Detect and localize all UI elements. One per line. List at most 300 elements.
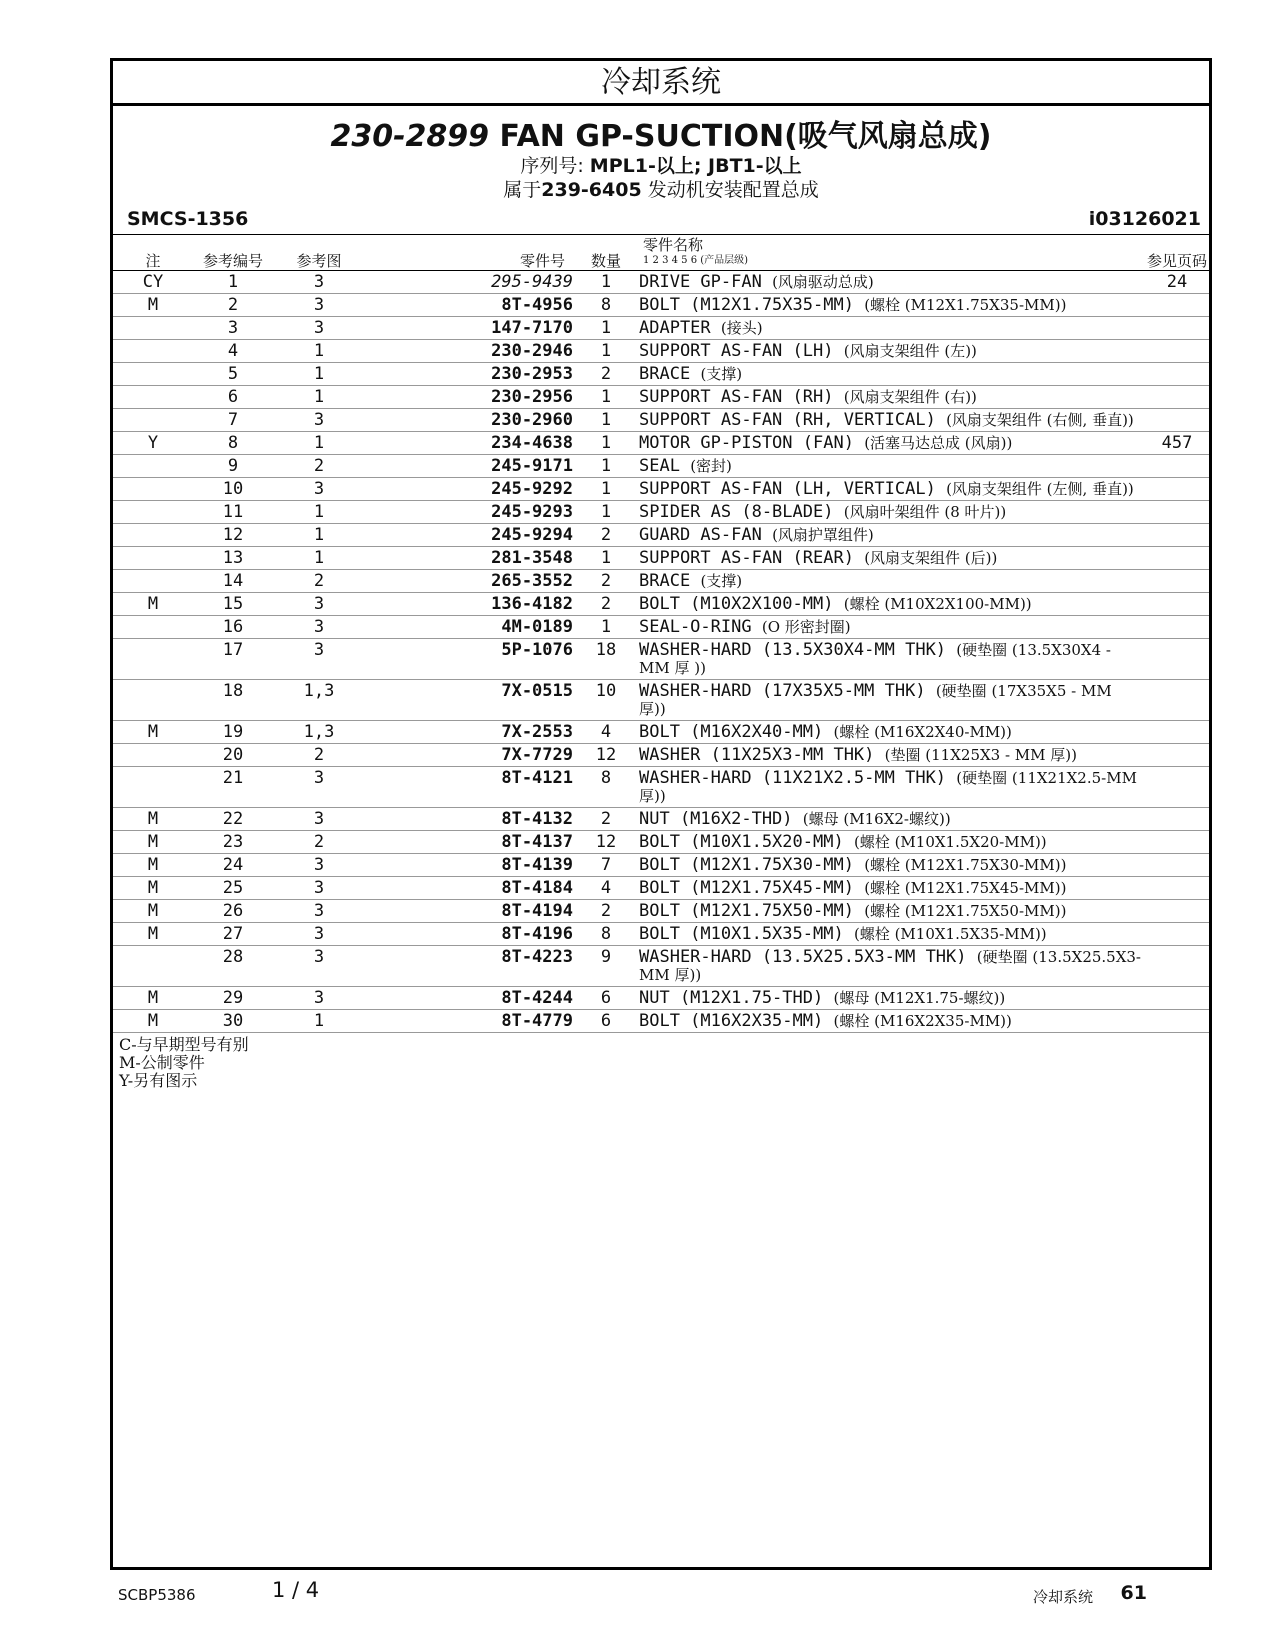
table-row (113, 831, 1209, 854)
part-name-en: BOLT (M12X1.75X35-MM) (639, 295, 854, 315)
part-name-cn: (螺栓 (M10X1.5X35-MM)) (853, 925, 1047, 943)
part-name-en: GUARD AS-FAN (639, 525, 762, 545)
part-number-cell: 245-9293 (365, 501, 575, 524)
fig-cell: 3 (273, 987, 365, 1010)
qty-cell: 1 (575, 478, 637, 501)
part-number-cell: 8T-4196 (365, 923, 575, 946)
fig-cell: 3 (273, 808, 365, 831)
part-name-en: BRACE (639, 364, 691, 384)
part-name-cell (637, 455, 1145, 478)
note-cell (113, 680, 193, 721)
part-name-cn: (硬垫圈 (11X21X2.5-MM 厚)) (639, 769, 1137, 805)
ref-cell: 7 (193, 409, 273, 432)
note-cell (113, 524, 193, 547)
part-number-cell: 8T-4244 (365, 987, 575, 1010)
ref-cell: 17 (193, 639, 273, 680)
see-page-cell (1145, 501, 1209, 524)
part-name-cn: (风扇驱动总成) (772, 273, 874, 291)
assembly-cn-name: (吸气风扇总成) (784, 119, 992, 154)
see-page-cell (1145, 1010, 1209, 1033)
see-page-cell: 457 (1145, 432, 1209, 455)
part-name-cell (637, 1010, 1145, 1033)
table-row (113, 877, 1209, 900)
note-cell (113, 409, 193, 432)
part-name-cell (637, 524, 1145, 547)
ref-cell: 14 (193, 570, 273, 593)
part-name-en: BOLT (M12X1.75X30-MM) (639, 855, 854, 875)
col-levels: 1 2 3 4 5 6 (产品层级) (643, 255, 749, 266)
part-name-cell (637, 271, 1145, 294)
note-cell: M (113, 294, 193, 317)
see-page-cell (1145, 386, 1209, 409)
section-title: 冷却系统 (113, 61, 1209, 106)
qty-cell: 2 (575, 593, 637, 616)
part-name-en: SUPPORT AS-FAN (LH, VERTICAL) (639, 479, 936, 499)
part-name-cn: (风扇支架组件 (右侧, 垂直)) (946, 411, 1134, 429)
note-cell (113, 744, 193, 767)
part-name-cell (637, 547, 1145, 570)
see-page-cell (1145, 744, 1209, 767)
ref-cell: 11 (193, 501, 273, 524)
ref-cell: 4 (193, 340, 273, 363)
part-name-cell (637, 570, 1145, 593)
fig-cell: 3 (273, 593, 365, 616)
ref-cell: 15 (193, 593, 273, 616)
illustration-id: i03126021 (1088, 208, 1201, 230)
table-row (113, 570, 1209, 593)
part-name-en: WASHER-HARD (13.5X30X4-MM THK) (639, 640, 947, 660)
meta-row (113, 208, 1209, 234)
part-name-cn: (支撑) (700, 365, 743, 383)
belongs-part-number: 239-6405 (541, 179, 642, 201)
part-name-en: NUT (M12X1.75-THD) (639, 988, 824, 1008)
see-page-cell (1145, 547, 1209, 570)
qty-cell: 8 (575, 923, 637, 946)
part-number-cell: 230-2953 (365, 363, 575, 386)
smcs-code: SMCS-1356 (127, 208, 249, 230)
fig-cell: 1 (273, 363, 365, 386)
qty-cell: 12 (575, 831, 637, 854)
belongs-line (113, 178, 1209, 202)
part-name-en: WASHER-HARD (13.5X25.5X3-MM THK) (639, 947, 967, 967)
note-cell (113, 767, 193, 808)
see-page-cell (1145, 616, 1209, 639)
parts-table (113, 234, 1209, 1033)
belongs-prefix: 属于 (503, 179, 542, 201)
note-cell: M (113, 721, 193, 744)
note-cell (113, 340, 193, 363)
part-name-cn: (螺栓 (M12X1.75X45-MM)) (864, 879, 1067, 897)
qty-cell: 1 (575, 455, 637, 478)
page-footer (0, 1578, 1275, 1610)
fig-cell: 1,3 (273, 721, 365, 744)
ref-cell: 6 (193, 386, 273, 409)
note-y: Y-另有图示 (119, 1071, 198, 1090)
part-name-cell (637, 900, 1145, 923)
part-name-cell (637, 317, 1145, 340)
part-name-en: SEAL-O-RING (639, 617, 752, 637)
part-name-en: SUPPORT AS-FAN (RH) (639, 387, 834, 407)
part-name-en: SUPPORT AS-FAN (LH) (639, 341, 834, 361)
table-row (113, 616, 1209, 639)
fig-cell: 3 (273, 639, 365, 680)
see-page-cell (1145, 680, 1209, 721)
qty-cell: 2 (575, 524, 637, 547)
part-number-cell: 8T-4184 (365, 877, 575, 900)
fig-cell: 1 (273, 340, 365, 363)
part-number-cell: 8T-4223 (365, 946, 575, 987)
part-number-cell: 234-4638 (365, 432, 575, 455)
part-number-cell: 147-7170 (365, 317, 575, 340)
part-number-cell: 7X-7729 (365, 744, 575, 767)
table-row (113, 547, 1209, 570)
part-name-cn: (硬垫圈 (13.5X25.5X3-MM 厚)) (639, 948, 1142, 984)
qty-cell: 8 (575, 294, 637, 317)
part-name-cn: (风扇护罩组件) (772, 526, 874, 544)
table-row (113, 767, 1209, 808)
see-page-cell (1145, 721, 1209, 744)
belongs-name: 发动机安装配置总成 (647, 179, 819, 201)
fig-cell: 3 (273, 616, 365, 639)
col-name-label: 零件名称 (643, 236, 704, 254)
note-cell (113, 616, 193, 639)
note-cell: Y (113, 432, 193, 455)
ref-cell: 5 (193, 363, 273, 386)
qty-cell: 7 (575, 854, 637, 877)
table-row (113, 1010, 1209, 1033)
fig-cell: 3 (273, 877, 365, 900)
note-cell: M (113, 593, 193, 616)
note-cell (113, 478, 193, 501)
part-name-en: SUPPORT AS-FAN (RH, VERTICAL) (639, 410, 936, 430)
fig-cell: 1 (273, 547, 365, 570)
note-cell: M (113, 923, 193, 946)
ref-cell: 29 (193, 987, 273, 1010)
fig-cell: 3 (273, 854, 365, 877)
part-name-cn: (螺栓 (M12X1.75X30-MM)) (864, 856, 1067, 874)
see-page-cell (1145, 409, 1209, 432)
qty-cell: 18 (575, 639, 637, 680)
ref-cell: 10 (193, 478, 273, 501)
table-row (113, 294, 1209, 317)
part-number-cell: 265-3552 (365, 570, 575, 593)
ref-cell: 24 (193, 854, 273, 877)
part-number-cell: 8T-4956 (365, 294, 575, 317)
part-number-cell: 4M-0189 (365, 616, 575, 639)
ref-cell: 12 (193, 524, 273, 547)
part-number-cell: 245-9171 (365, 455, 575, 478)
parts-table-header (113, 235, 1209, 271)
see-page-cell (1145, 593, 1209, 616)
fig-cell: 1 (273, 524, 365, 547)
part-number-cell: 8T-4139 (365, 854, 575, 877)
see-page-cell (1145, 639, 1209, 680)
ref-cell: 26 (193, 900, 273, 923)
footer-page-count: 1 / 4 (272, 1578, 320, 1602)
part-name-cn: (密封) (690, 457, 732, 475)
col-part-no: 零件号 (365, 235, 575, 271)
table-row (113, 271, 1209, 294)
see-page-cell (1145, 317, 1209, 340)
table-row (113, 340, 1209, 363)
part-name-cell (637, 340, 1145, 363)
part-name-cn: (风扇支架组件 (右)) (843, 388, 977, 406)
see-page-cell (1145, 987, 1209, 1010)
ref-cell: 9 (193, 455, 273, 478)
ref-cell: 27 (193, 923, 273, 946)
part-number-cell: 8T-4132 (365, 808, 575, 831)
qty-cell: 1 (575, 317, 637, 340)
see-page-cell (1145, 877, 1209, 900)
part-number-cell: 245-9294 (365, 524, 575, 547)
part-name-cell (637, 386, 1145, 409)
part-name-en: BOLT (M12X1.75X50-MM) (639, 901, 854, 921)
part-name-cn: (活塞马达总成 (风扇)) (864, 434, 1013, 452)
note-cell: M (113, 900, 193, 923)
qty-cell: 1 (575, 547, 637, 570)
fig-cell: 2 (273, 744, 365, 767)
table-row (113, 317, 1209, 340)
part-name-cn: (支撑) (700, 572, 743, 590)
fig-cell: 3 (273, 478, 365, 501)
table-row (113, 386, 1209, 409)
part-number-cell: 230-2960 (365, 409, 575, 432)
note-cell (113, 386, 193, 409)
see-page-cell (1145, 808, 1209, 831)
see-page-cell (1145, 570, 1209, 593)
ref-cell: 3 (193, 317, 273, 340)
qty-cell: 1 (575, 616, 637, 639)
part-name-cn: (风扇叶架组件 (8 叶片)) (843, 503, 1007, 521)
part-number-cell: 8T-4137 (365, 831, 575, 854)
part-name-cell (637, 363, 1145, 386)
table-row (113, 363, 1209, 386)
part-number-cell: 8T-4121 (365, 767, 575, 808)
table-row (113, 478, 1209, 501)
note-cell (113, 547, 193, 570)
qty-cell: 6 (575, 987, 637, 1010)
note-c: C-与早期型号有别 (119, 1035, 249, 1054)
note-cell: M (113, 831, 193, 854)
col-note: 注 (113, 235, 193, 271)
fig-cell: 3 (273, 409, 365, 432)
fig-cell: 1 (273, 1010, 365, 1033)
part-name-cell (637, 593, 1145, 616)
qty-cell: 12 (575, 744, 637, 767)
part-name-cn: (风扇支架组件 (左侧, 垂直)) (946, 480, 1134, 498)
table-row (113, 409, 1209, 432)
qty-cell: 2 (575, 900, 637, 923)
fig-cell: 1 (273, 386, 365, 409)
fig-cell: 1 (273, 501, 365, 524)
qty-cell: 1 (575, 409, 637, 432)
note-cell (113, 570, 193, 593)
part-name-cn: (风扇支架组件 (左)) (843, 342, 977, 360)
part-name-cell (637, 767, 1145, 808)
part-name-cn: (硬垫圈 (17X35X5 - MM 厚)) (639, 682, 1112, 718)
table-row (113, 900, 1209, 923)
part-name-cell (637, 877, 1145, 900)
table-row (113, 524, 1209, 547)
part-name-cn: (螺栓 (M16X2X35-MM)) (833, 1012, 1012, 1030)
ref-cell: 23 (193, 831, 273, 854)
part-number-cell: 281-3548 (365, 547, 575, 570)
part-name-cell (637, 409, 1145, 432)
fig-cell: 3 (273, 317, 365, 340)
part-name-cell (637, 923, 1145, 946)
part-number-cell: 7X-0515 (365, 680, 575, 721)
see-page-cell (1145, 478, 1209, 501)
fig-cell: 1 (273, 432, 365, 455)
qty-cell: 4 (575, 721, 637, 744)
table-row (113, 808, 1209, 831)
note-cell: M (113, 1010, 193, 1033)
part-name-en: BOLT (M16X2X40-MM) (639, 722, 824, 742)
see-page-cell (1145, 831, 1209, 854)
note-cell: M (113, 854, 193, 877)
part-number-cell: 5P-1076 (365, 639, 575, 680)
ref-cell: 20 (193, 744, 273, 767)
ref-cell: 16 (193, 616, 273, 639)
fig-cell: 3 (273, 271, 365, 294)
part-name-en: SEAL (639, 456, 680, 476)
part-number-cell: 245-9292 (365, 478, 575, 501)
part-number-cell: 7X-2553 (365, 721, 575, 744)
note-cell (113, 455, 193, 478)
part-name-cn: (O 形密封圈) (761, 618, 851, 636)
part-name-en: BOLT (M10X2X100-MM) (639, 594, 834, 614)
qty-cell: 1 (575, 501, 637, 524)
part-name-cn: (螺栓 (M10X2X100-MM)) (843, 595, 1032, 613)
part-number-cell: 230-2946 (365, 340, 575, 363)
part-name-cell (637, 744, 1145, 767)
qty-cell: 6 (575, 1010, 637, 1033)
part-number-cell: 8T-4779 (365, 1010, 575, 1033)
assembly-part-number: 230-2899 (330, 119, 490, 154)
table-row (113, 854, 1209, 877)
fig-cell: 2 (273, 455, 365, 478)
part-name-en: BOLT (M16X2X35-MM) (639, 1011, 824, 1031)
notes (113, 1033, 1209, 1093)
part-name-cell (637, 639, 1145, 680)
footer-page-number: 61 (1120, 1582, 1147, 1604)
part-name-cn: (垫圈 (11X25X3 - MM 厚)) (884, 746, 1077, 764)
footer-section: 冷却系统 (1032, 1588, 1093, 1606)
part-name-cell (637, 478, 1145, 501)
qty-cell: 2 (575, 570, 637, 593)
part-name-en: BOLT (M10X1.5X20-MM) (639, 832, 844, 852)
part-number-cell: 230-2956 (365, 386, 575, 409)
table-row (113, 593, 1209, 616)
serial-line (113, 154, 1209, 178)
fig-cell: 1,3 (273, 680, 365, 721)
fig-cell: 2 (273, 831, 365, 854)
ref-cell: 13 (193, 547, 273, 570)
see-page-cell (1145, 900, 1209, 923)
part-name-cell (637, 831, 1145, 854)
see-page-cell (1145, 767, 1209, 808)
see-page-cell (1145, 923, 1209, 946)
col-name (637, 235, 1145, 271)
part-name-cn: (硬垫圈 (13.5X30X4 - MM 厚 )) (639, 641, 1111, 677)
part-name-cn: (螺栓 (M12X1.75X50-MM)) (864, 902, 1067, 920)
assembly-title (113, 120, 1209, 154)
qty-cell: 4 (575, 877, 637, 900)
part-number-cell: 295-9439 (365, 271, 575, 294)
ref-cell: 1 (193, 271, 273, 294)
see-page-cell (1145, 340, 1209, 363)
qty-cell: 1 (575, 271, 637, 294)
part-name-en: ADAPTER (639, 318, 711, 338)
serial-value: MPL1-以上; JBT1-以上 (589, 155, 802, 177)
part-name-en: WASHER-HARD (11X21X2.5-MM THK) (639, 768, 947, 788)
page-frame (110, 58, 1212, 1570)
qty-cell: 2 (575, 363, 637, 386)
note-cell: M (113, 808, 193, 831)
part-name-en: NUT (M16X2-THD) (639, 809, 793, 829)
table-row (113, 455, 1209, 478)
table-row (113, 946, 1209, 987)
fig-cell: 3 (273, 923, 365, 946)
note-cell: M (113, 877, 193, 900)
see-page-cell (1145, 363, 1209, 386)
part-name-en: SPIDER AS (8-BLADE) (639, 502, 834, 522)
see-page-cell: 24 (1145, 271, 1209, 294)
qty-cell: 9 (575, 946, 637, 987)
note-cell: CY (113, 271, 193, 294)
qty-cell: 8 (575, 767, 637, 808)
part-name-cell (637, 987, 1145, 1010)
table-row (113, 639, 1209, 680)
part-name-cn: (螺栓 (M12X1.75X35-MM)) (864, 296, 1067, 314)
table-row (113, 923, 1209, 946)
ref-cell: 18 (193, 680, 273, 721)
part-name-cell (637, 501, 1145, 524)
part-name-cell (637, 432, 1145, 455)
serial-label: 序列号: (520, 155, 584, 177)
note-cell (113, 946, 193, 987)
part-number-cell: 136-4182 (365, 593, 575, 616)
part-name-cn: (螺栓 (M10X1.5X20-MM)) (853, 833, 1047, 851)
qty-cell: 2 (575, 808, 637, 831)
see-page-cell (1145, 854, 1209, 877)
ref-cell: 19 (193, 721, 273, 744)
part-name-en: WASHER-HARD (17X35X5-MM THK) (639, 681, 926, 701)
ref-cell: 25 (193, 877, 273, 900)
part-name-en: WASHER (11X25X3-MM THK) (639, 745, 875, 765)
table-row (113, 721, 1209, 744)
note-cell (113, 501, 193, 524)
part-name-en: SUPPORT AS-FAN (REAR) (639, 548, 854, 568)
note-cell (113, 317, 193, 340)
note-m: M-公制零件 (119, 1053, 205, 1072)
ref-cell: 8 (193, 432, 273, 455)
ref-cell: 22 (193, 808, 273, 831)
see-page-cell (1145, 455, 1209, 478)
part-name-en: DRIVE GP-FAN (639, 272, 762, 292)
table-row (113, 432, 1209, 455)
part-name-en: MOTOR GP-PISTON (FAN) (639, 433, 854, 453)
part-name-cell (637, 808, 1145, 831)
part-name-cell (637, 946, 1145, 987)
col-ref: 参考编号 (193, 235, 273, 271)
part-name-cn: (螺母 (M16X2-螺纹)) (802, 810, 951, 828)
fig-cell: 2 (273, 570, 365, 593)
fig-cell: 3 (273, 294, 365, 317)
part-name-cell (637, 680, 1145, 721)
part-name-cell (637, 616, 1145, 639)
see-page-cell (1145, 946, 1209, 987)
